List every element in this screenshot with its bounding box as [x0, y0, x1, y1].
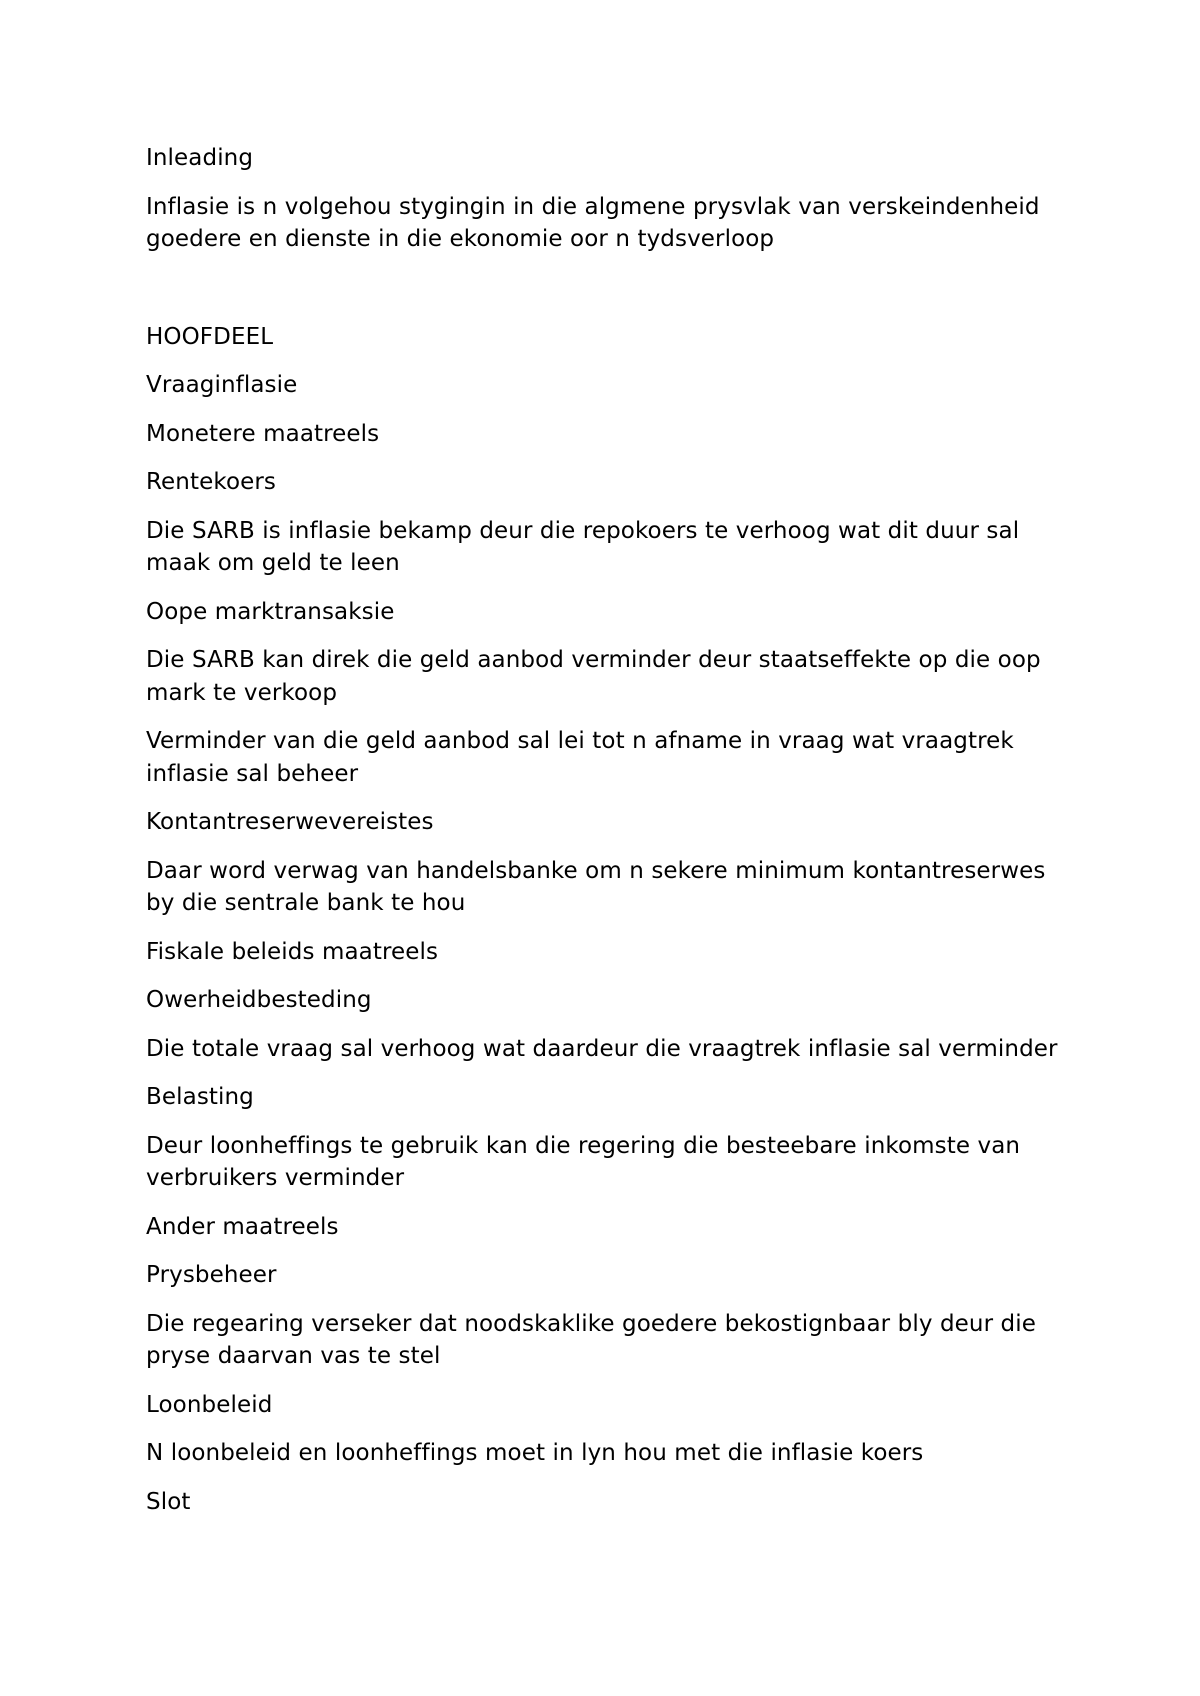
paragraph: Kontantreserwevereistes [146, 809, 434, 835]
paragraph: Fiskale beleids maatreels [146, 938, 439, 965]
paragraph: Deur loonheffings te gebruik kan die regering die besteebare inkomste van verbruikers verminder [146, 1132, 1021, 1191]
paragraph: N loonbeleid en loonheffings moet in lyn hou met die inflasie koers [146, 1440, 924, 1466]
paragraph: Monetere maatreels [146, 420, 380, 447]
paragraph: Owerheidbesteding [146, 987, 372, 1013]
paragraph: Vraaginflasie [146, 372, 298, 398]
main-heading: HOOFDEEL [146, 323, 274, 350]
paragraph: Ander maatreels [146, 1213, 339, 1240]
paragraph: Daar word verwag van handelsbanke om n sekere minimum kontantreserwes by die sentrale bank te hou [146, 857, 1046, 916]
intro-heading: Inleading [146, 145, 254, 171]
paragraph: Die totale vraag sal verhoog wat daardeur die vraagtrek inflasie sal verminder [146, 1035, 1058, 1062]
paragraph: Die SARB kan direk die geld aanbod verminder deur staatseffekte op die oop mark te verkoop [146, 647, 1041, 706]
document-body [146, 142, 1066, 1534]
paragraph: Oope marktransaksie [146, 598, 395, 625]
paragraph: Die SARB is inflasie bekamp deur die repokoers te verhoog wat dit duur sal maak om geld te leen [146, 517, 1020, 576]
paragraph: Belasting [146, 1084, 254, 1110]
paragraph: Verminder van die geld aanbod sal lei tot n afname in vraag wat vraagtrek inflasie sal beheer [146, 728, 1014, 787]
intro-paragraph: Inflasie is n volgehou stygingin in die algmene prysvlak van verskeindenheid goedere en dienste in die ekonomie oor n tydsverloop [146, 193, 1040, 252]
paragraph: Loonbeleid [146, 1391, 273, 1418]
paragraph: Prysbeheer [146, 1262, 277, 1288]
paragraph: Slot [146, 1488, 191, 1515]
paragraph: Rentekoers [146, 469, 277, 495]
paragraph: Die regearing verseker dat noodskaklike goedere bekostignbaar bly deur die pryse daarvan vas te stel [146, 1310, 1036, 1369]
